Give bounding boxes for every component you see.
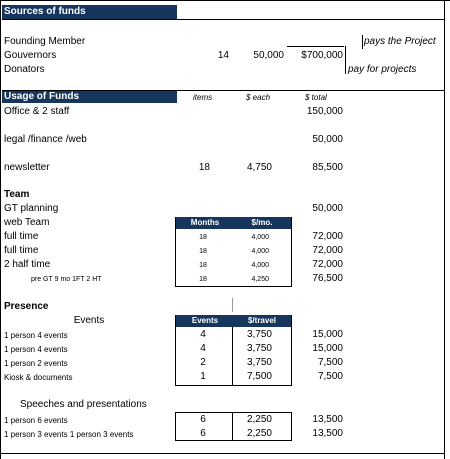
usage-items-2: 18 xyxy=(198,162,210,173)
web-team-label: web Team xyxy=(4,217,50,228)
presence-travel-1: 3,750 xyxy=(246,343,272,354)
bracket-top xyxy=(287,46,344,47)
usage-label-1: legal /finance /web xyxy=(4,134,87,145)
team-label-2: 2 half time xyxy=(4,259,51,270)
presence-col-events: Events xyxy=(191,316,219,325)
speech-box-left xyxy=(175,412,176,441)
speeches-label: Speeches and presentations xyxy=(20,399,147,410)
team-per-month-2: 4,000 xyxy=(251,262,269,269)
team-box-bottom xyxy=(175,286,292,287)
presence-events-3: 1 xyxy=(200,371,206,382)
source-total-1: $700,000 xyxy=(301,50,343,61)
speech-events-1: 6 xyxy=(200,428,206,439)
presence-label-2: 1 person 2 events xyxy=(4,359,68,368)
usage-total-1: 50,000 xyxy=(312,134,343,145)
speech-box-bottom xyxy=(175,440,292,441)
source-label-0: Founding Member xyxy=(4,36,86,47)
usage-label-0: Office & 2 staff xyxy=(4,106,70,117)
usage-label-2: newsletter xyxy=(4,162,50,173)
sources-header-underline xyxy=(2,19,444,20)
team-label-1: full time xyxy=(4,245,39,256)
team-per-month-3: 4,250 xyxy=(251,276,269,283)
presence-events-0: 4 xyxy=(200,329,206,340)
usage-col-items: items xyxy=(193,93,213,102)
team-total-0: 72,000 xyxy=(312,231,343,242)
speech-box-top xyxy=(175,412,292,413)
source-items-1: 14 xyxy=(217,50,229,61)
presence-total-0: 15,000 xyxy=(312,329,343,340)
team-col-months: Months xyxy=(190,218,220,227)
usage-total-0: 150,000 xyxy=(306,106,343,117)
team-per-month-0: 4,000 xyxy=(251,234,269,241)
team-col-per-month: $/mo. xyxy=(251,218,273,227)
presence-col-travel: $/travel xyxy=(247,316,277,325)
source-each-1: 50,000 xyxy=(253,50,284,61)
team-box-header xyxy=(175,217,291,229)
speech-events-0: 6 xyxy=(200,414,206,425)
team-label-3: pre GT 9 mo 1FT 2 HT xyxy=(31,276,102,283)
usage-each-2: 4,750 xyxy=(246,162,272,173)
speech-total-0: 13,500 xyxy=(312,414,343,425)
usage-header: Usage of Funds xyxy=(2,91,177,103)
speech-travel-0: 2,250 xyxy=(246,414,272,425)
presence-box-header xyxy=(175,315,291,327)
presence-travel-2: 3,750 xyxy=(246,357,272,368)
team-months-0: 18 xyxy=(199,234,207,241)
presence-title: Presence xyxy=(4,301,49,312)
team-total-3: 76,500 xyxy=(312,273,343,284)
team-box-left xyxy=(175,217,176,286)
usage-total-2: 85,500 xyxy=(312,162,343,173)
presence-events-2: 2 xyxy=(200,357,206,368)
sources-header: Sources of funds xyxy=(2,5,177,19)
frame-left xyxy=(0,0,1,459)
team-total-1: 72,000 xyxy=(312,245,343,256)
bracket-divider-lower xyxy=(345,46,346,74)
presence-total-1: 15,000 xyxy=(312,343,343,354)
source-note-0: pays the Project xyxy=(364,36,436,47)
presence-events-1: 4 xyxy=(200,343,206,354)
presence-total-2: 7,500 xyxy=(317,357,343,368)
team-title: Team xyxy=(4,189,30,200)
presence-events-label: Events xyxy=(73,315,105,326)
team-label-0: full time xyxy=(4,231,39,242)
presence-total-3: 7,500 xyxy=(317,371,343,382)
source-label-1: Gouvernors xyxy=(4,50,57,61)
team-months-3: 18 xyxy=(199,276,207,283)
presence-travel-0: 3,750 xyxy=(246,329,272,340)
presence-label-0: 1 person 4 events xyxy=(4,331,68,340)
source-note-2: pay for projects xyxy=(348,64,417,75)
presence-grid-tick xyxy=(232,298,233,312)
presence-travel-3: 7,500 xyxy=(246,371,272,382)
source-label-2: Donators xyxy=(4,64,45,75)
team-per-month-1: 4,000 xyxy=(251,248,269,255)
presence-label-1: 1 person 4 events xyxy=(4,345,68,354)
usage-col-total: $ total xyxy=(305,93,327,102)
speech-total-1: 13,500 xyxy=(312,428,343,439)
presence-box-left xyxy=(175,315,176,385)
team-months-1: 18 xyxy=(199,248,207,255)
presence-label-3: Kiosk & documents xyxy=(4,373,73,382)
frame-bottom xyxy=(0,453,445,454)
usage-col-each: $ each xyxy=(246,93,271,102)
speech-label-1: 1 person 3 events 1 person 3 events xyxy=(4,430,134,439)
bracket-divider-upper xyxy=(362,35,363,49)
speech-travel-1: 2,250 xyxy=(246,428,272,439)
gt-planning-total: 50,000 xyxy=(312,203,343,214)
presence-box-bottom xyxy=(175,385,292,386)
team-total-2: 72,000 xyxy=(312,259,343,270)
team-months-2: 18 xyxy=(199,262,207,269)
speech-label-0: 1 person 6 events xyxy=(4,416,68,425)
frame-top xyxy=(0,0,450,1)
frame-right xyxy=(444,0,445,459)
gt-planning-label: GT planning xyxy=(4,203,59,214)
